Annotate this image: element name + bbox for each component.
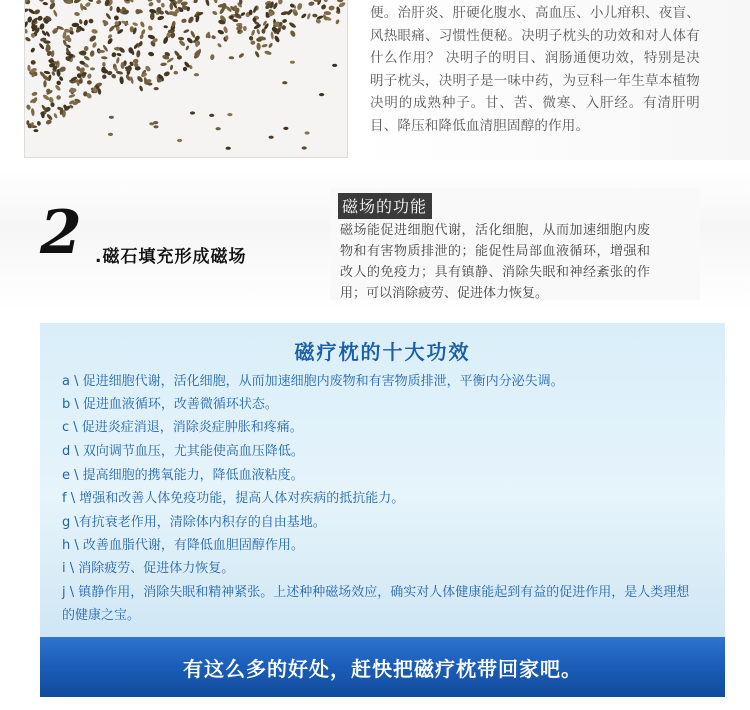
call-to-action-text: 有这么多的好处，赶快把磁疗枕带回家吧。 bbox=[183, 656, 582, 681]
benefit-item: b \ 促进血液循环，改善微循环状态。 bbox=[62, 397, 278, 412]
benefit-item: c \ 促进炎症消退，消除炎症肿胀和疼痛。 bbox=[62, 420, 303, 435]
function-description: 磁场能促进细胞代谢，活化细胞，从而加速细胞内废物和有害物质排泄的；能促性局部血液循环，增强和改人的免疫力；具有镇静、消除失眠和神经紊张的作用；可以消除疲劳、促进体力恢复。 bbox=[340, 223, 650, 301]
benefit-item: e \ 提高细胞的携氧能力，降低血液粘度。 bbox=[62, 468, 304, 483]
intro-paragraph: 便。治肝炎、肝硬化腹水、高血压、小儿疳积、夜盲、风热眼痛、习惯性便秘。决明子枕头的功效和对人体有什么作用？ 决明子的明目、润肠通便功效，特别是决明子枕头，决明子是一味中药，为豆科一年生草本植物决明的成熟种子。甘、苦、微寒、入肝经。有清肝明目、降压和降低血清胆固醇的作用。 bbox=[370, 5, 700, 134]
section-number: 2 bbox=[40, 198, 80, 268]
call-to-action-banner bbox=[40, 637, 725, 697]
benefit-item: g \有抗衰老作用，清除体内积存的自由基地。 bbox=[62, 515, 326, 530]
benefit-item: d \ 双向调节血压，尤其能使高血压降低。 bbox=[62, 444, 304, 459]
benefit-item: i \ 消除疲劳、促进体力恢复。 bbox=[62, 561, 235, 576]
benefit-item: h \ 改善血脂代谢，有降低血胆固醇作用。 bbox=[62, 538, 304, 553]
benefits-title: 磁疗枕的十大功效 bbox=[294, 340, 471, 364]
function-tag: 磁场的功能 bbox=[338, 193, 432, 219]
benefit-item: f \ 增强和改善人体免疫功能，提高人体对疾病的抵抗能力。 bbox=[62, 491, 405, 506]
section-title: .磁石填充形成磁场 bbox=[95, 247, 247, 267]
benefit-item: j \ 镇静作用，消除失眠和精神紧张。上述种种磁场效应，确实对人体健康能起到有益的促进作用，是人类理想的健康之宝。 bbox=[62, 585, 690, 623]
cassia-seed-photo bbox=[24, 0, 348, 158]
benefit-item: a \ 促进细胞代谢，活化细胞，从而加速细胞内废物和有害物质排泄，平衡内分泌失调。 bbox=[62, 374, 564, 389]
